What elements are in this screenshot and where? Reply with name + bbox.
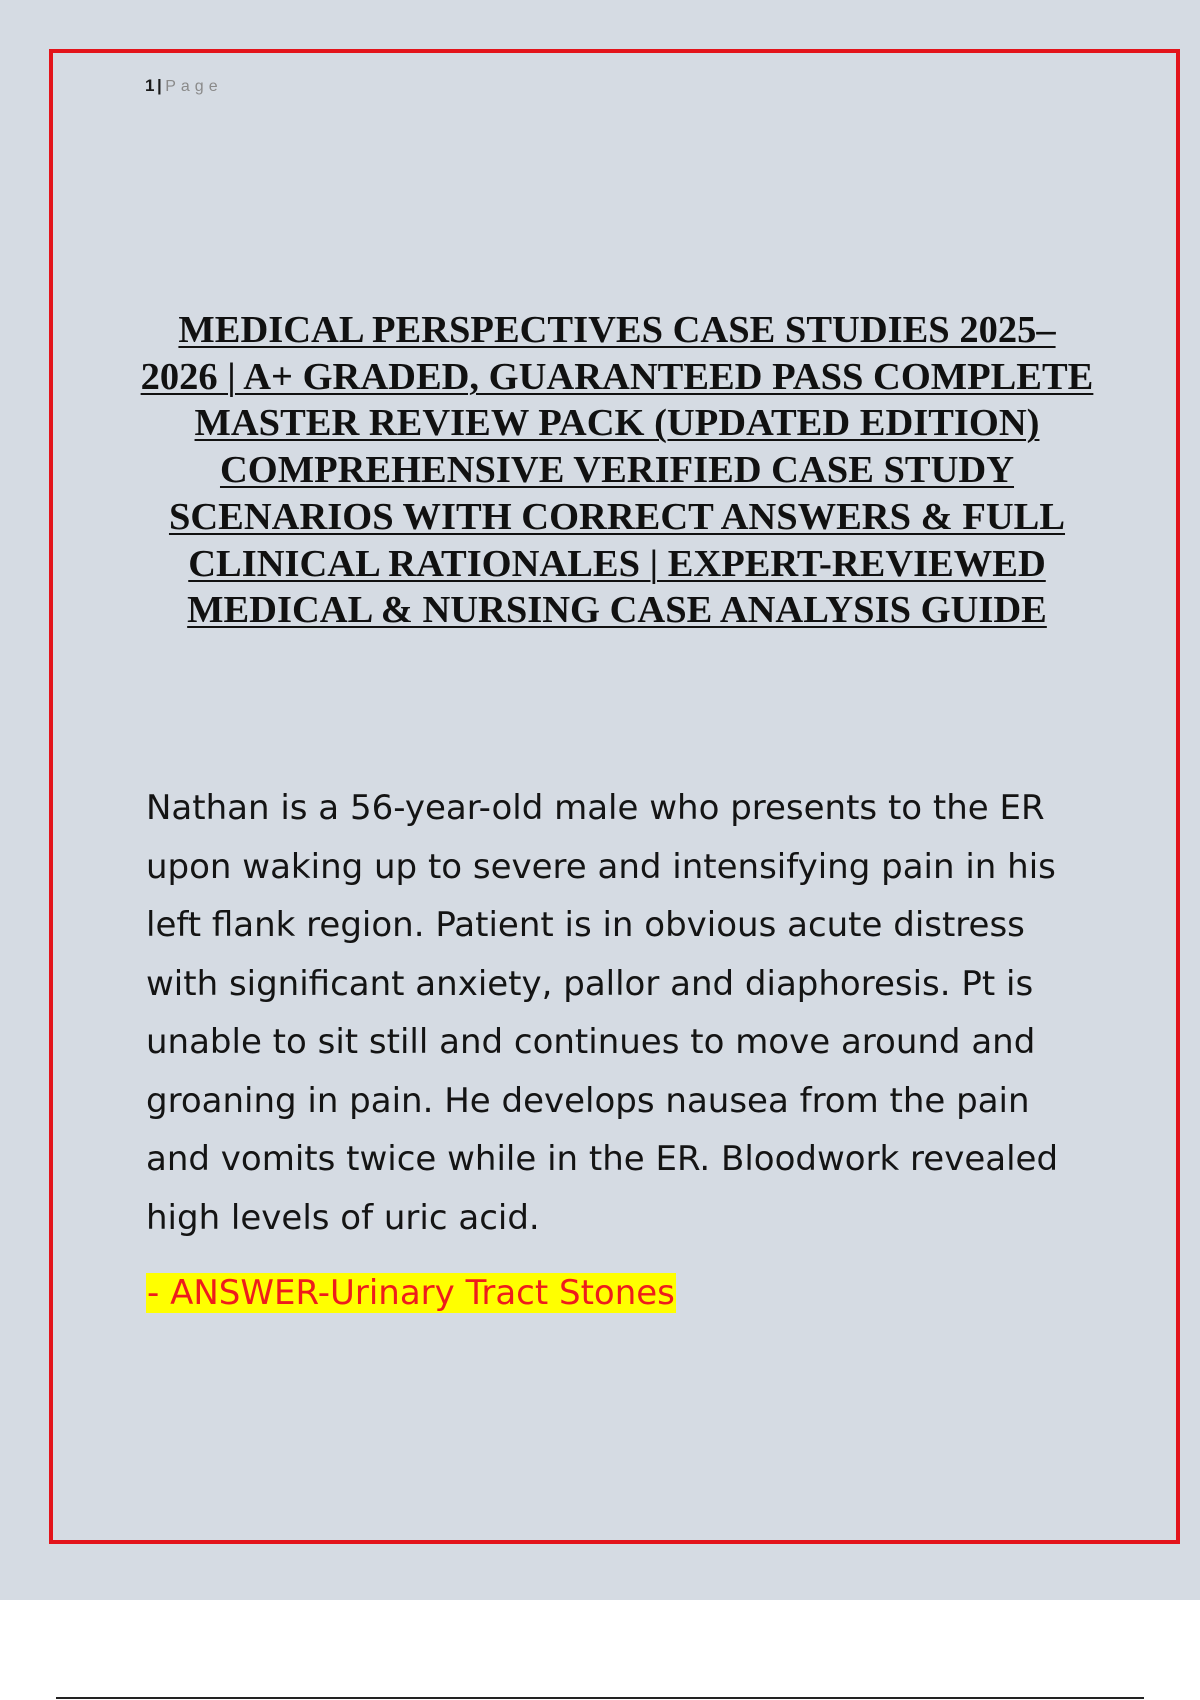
case-study-scenario: Nathan is a 56-year-old male who presents to the ER upon waking up to severe and intensifying pain in his left flank region. Patient is in obvious acute distress with significant anxiety, pallor and diaphoresis. Pt is unable to sit still and continues to move around and groaning in pain. He develops nausea from the pain and vomits twice while in the ER. Bloodwork revealed high levels of uric acid. xyxy=(146,788,1059,1238)
page-number: 1 xyxy=(145,76,155,95)
page-number-separator: | xyxy=(156,76,163,95)
page-word: Page xyxy=(165,78,223,95)
case-study-answer xyxy=(146,1266,676,1320)
page-number-header xyxy=(145,76,223,96)
document-title: MEDICAL PERSPECTIVES CASE STUDIES 2025–2026 | A+ GRADED, GUARANTEED PASS COMPLETE MASTER REVIEW PACK (UPDATED EDITION) COMPREHENSIVE VERIFIED CASE STUDY SCENARIOS WITH CORRECT ANSWERS & FULL CLINICAL RATIONALES | EXPERT-REVIEWED MEDICAL & NURSING CASE ANALYSIS GUIDE xyxy=(140,309,1094,632)
next-page-divider xyxy=(56,1697,1144,1699)
answer-highlight-text: - ANSWER-Urinary Tract Stones xyxy=(147,1273,675,1313)
